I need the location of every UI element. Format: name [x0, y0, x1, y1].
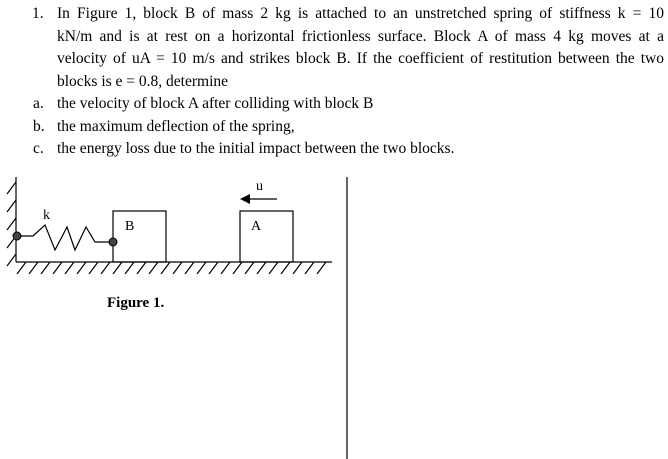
part-b-text: the maximum deflection of the spring,: [57, 118, 295, 135]
hatch-mark: [29, 262, 38, 274]
figure-caption: Figure 1.: [107, 295, 165, 311]
hatch-mark: [257, 262, 266, 274]
hatch-mark: [149, 262, 158, 274]
hatch-mark: [269, 262, 278, 274]
hatch-mark: [209, 262, 218, 274]
hatch-mark: [293, 262, 302, 274]
hatch-mark: [41, 262, 50, 274]
hatch-mark: [317, 262, 326, 274]
part-a-text: the velocity of block A after colliding with block B: [57, 95, 374, 112]
hatch-mark: [89, 262, 98, 274]
hatch-mark: [245, 262, 254, 274]
problem-number: 1.: [32, 5, 44, 22]
wall-pin: [13, 232, 21, 240]
arrow-head-icon: [240, 194, 250, 204]
spring-label: k: [43, 208, 50, 223]
part-c-label: c.: [33, 140, 44, 157]
hatch-mark: [161, 262, 170, 274]
ground-hatching: [17, 262, 326, 274]
hatch-mark: [305, 262, 314, 274]
wall-hatching: [7, 182, 16, 266]
hatch-mark: [113, 262, 122, 274]
block-pin: [109, 238, 117, 246]
problem-line-4: blocks is e = 0.8, determine: [57, 73, 229, 90]
hatch-mark: [281, 262, 290, 274]
hatch-mark: [233, 262, 242, 274]
hatch-mark: [137, 262, 146, 274]
hatch-mark: [65, 262, 74, 274]
hatch-mark: [221, 262, 230, 274]
problem-line-1: In Figure 1, block B of mass 2 kg is attached to an unstretched spring of stiffness k = 10: [57, 5, 664, 22]
block-b-label: B: [125, 219, 135, 234]
hatch-mark: [17, 262, 26, 274]
hatch-mark: [53, 262, 62, 274]
hatch-mark: [173, 262, 182, 274]
problem-line-3: velocity of uA = 10 m/s and strikes block B. If the coefficient of restitution between the two: [57, 50, 664, 67]
block-b: [113, 211, 166, 262]
velocity-label: u: [256, 179, 263, 194]
hatch-mark: [77, 262, 86, 274]
part-b-label: b.: [33, 118, 45, 135]
part-a-label: a.: [33, 95, 44, 112]
hatch-mark: [185, 262, 194, 274]
part-c-text: the energy loss due to the initial impact between the two blocks.: [57, 140, 455, 157]
hatch-mark: [125, 262, 134, 274]
problem-line-2: kN/m and is at rest on a horizontal frictionless surface. Block A of mass 4 kg moves at a: [57, 28, 664, 45]
hatch-mark: [197, 262, 206, 274]
spring: [17, 225, 113, 250]
hatch-mark: [101, 262, 110, 274]
block-a-label: A: [251, 219, 262, 234]
block-a: [240, 211, 293, 262]
